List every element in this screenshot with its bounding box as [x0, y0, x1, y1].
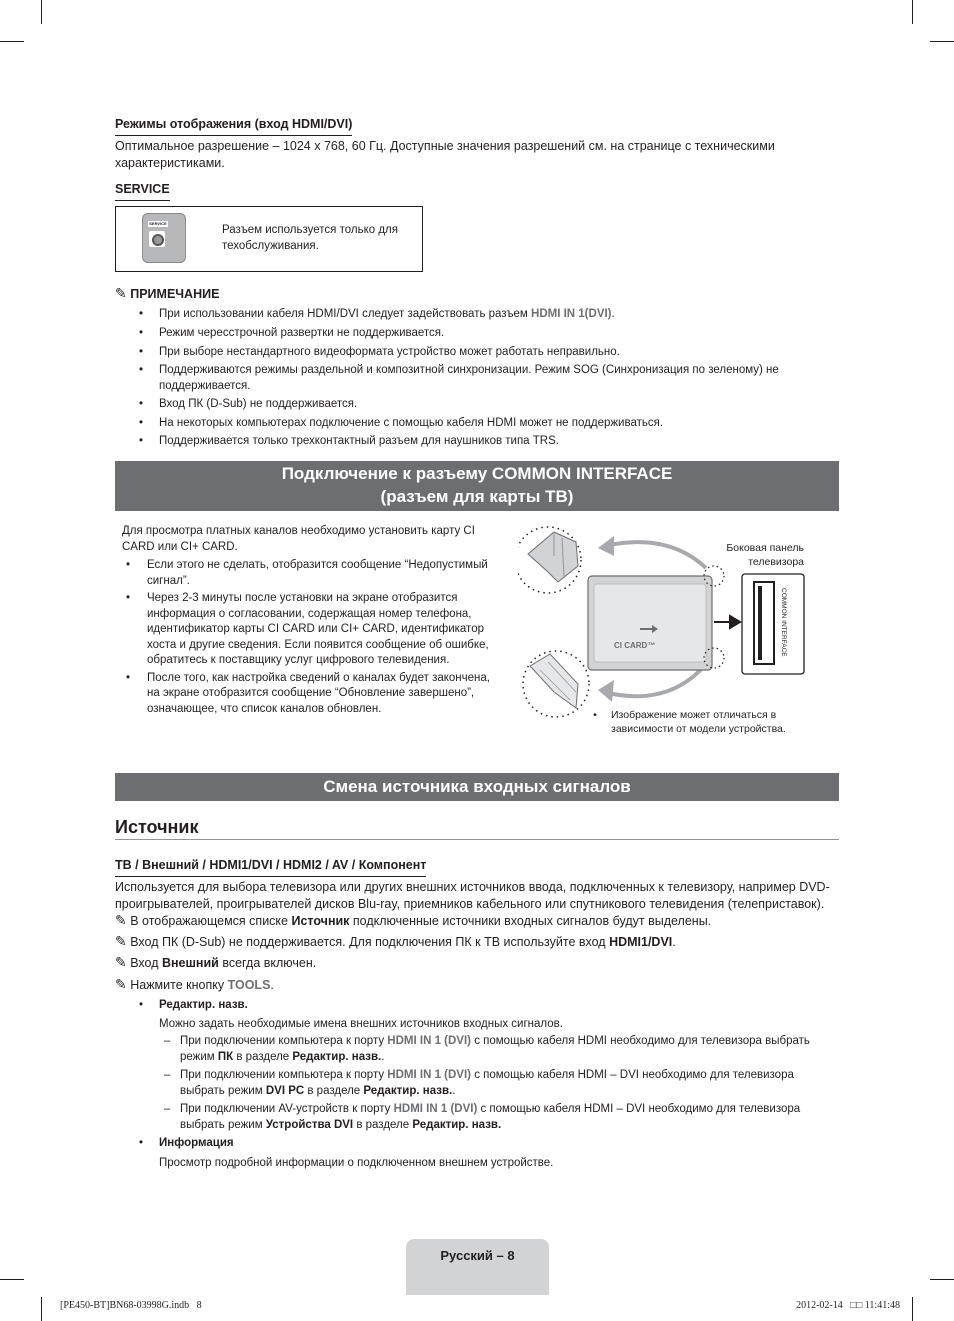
crop-mark — [0, 41, 24, 42]
dash-item: – При подключении компьютера к порту HDMI IN 1 (DVI) с помощью кабеля HDMI – DVI необходимо для телевизора выбрать режим DVI PC в разделе Редактир. назв.. — [164, 1069, 794, 1097]
ci-bullet-item: • После того, как настройка сведений о каналах будет закончена, на экране отобразится сообщение “Обновление завершено”, означающее, что список каналов обновлен. — [125, 671, 490, 715]
info-title: Информация — [159, 1137, 234, 1149]
ci-section-banner — [115, 461, 839, 511]
note-item: • Поддерживается только трехконтактный разъем для наушников типа TRS. — [138, 435, 559, 447]
source-note: ✎ Вход ПК (D-Sub) не поддерживается. Для подключения ПК к ТВ используйте вход HDMI1/DVI. — [115, 934, 676, 950]
note-pencil-icon: ✎ — [115, 934, 127, 950]
ci-banner-line1: Подключение к разъему COMMON INTERFACE — [281, 464, 673, 483]
service-heading: SERVICE — [115, 181, 170, 201]
ci-bullets — [125, 558, 500, 717]
ci-bullet-item: • Через 2-3 минуты после установки на экране отобразится информация о согласовании, содержащая номер телефона, идентификатор карты CI CARD или CI+ CARD, идентификатор хоста и другие сведения. Если появится сообщение об ошибке, обратитесь к поставщику услуг цифрового телевидения. — [125, 592, 489, 666]
crop-mark — [41, 0, 42, 24]
info-desc: Просмотр подробной информации о подключенном внешнем устройстве. — [159, 1156, 554, 1169]
note-item: • При выборе нестандартного видеоформата устройство может работать неправильно. — [138, 346, 620, 358]
source-notes — [115, 913, 837, 997]
display-modes-text: Оптимальное разрешение – 1024 x 768, 60 Гц. Доступные значения разрешений см. на странице с техническими характеристиками. — [115, 139, 775, 170]
page-number-label: Русский – 8 — [440, 1248, 515, 1263]
service-port-label: SERVICE — [149, 221, 167, 226]
note-item: • Поддерживаются режимы раздельной и композитной синхронизации. Режим SOG (Синхронизация по зеленому) не поддерживается. — [138, 364, 779, 392]
side-panel-label: Боковая панель телевизора — [726, 542, 804, 568]
source-section-banner: Смена источника входных сигналов — [115, 773, 839, 801]
crop-mark — [930, 1279, 954, 1280]
source-heading: Источник — [115, 817, 199, 837]
note-item: • При использовании кабеля HDMI/DVI следует задействовать разъем HDMI IN 1(DVI). — [138, 308, 615, 320]
page-number-tab — [406, 1239, 549, 1295]
ci-bullet-item: • Если этого не сделать, отобразится сообщение “Недопустимый сигнал”. — [125, 559, 488, 587]
ci-intro: Для просмотра платных каналов необходимо установить карту CI CARD или CI+ CARD. — [122, 525, 475, 553]
crop-mark — [0, 1279, 24, 1280]
note-heading: ПРИМЕЧАНИЕ — [130, 287, 220, 301]
service-text: Разъем используется только для техобслуживания. — [222, 224, 398, 252]
crop-mark — [912, 1297, 913, 1321]
edit-name-dash-list — [164, 1034, 836, 1136]
file-info: [PE450-BT]BN68-03998G.indb 8 — [60, 1300, 202, 1311]
ci-image-note: • Изображение может отличаться в зависимости от модели устройства. — [593, 709, 786, 735]
dash-item: – При подключении AV-устройств к порту HDMI IN 1 (DVI) с помощью кабеля HDMI – DVI необходимо для телевизора выбрать режим Устройства DVI в разделе Редактир. назв. — [164, 1103, 801, 1131]
note-pencil-icon: ✎ — [115, 977, 127, 993]
crop-mark — [912, 0, 913, 24]
note-item: • Вход ПК (D-Sub) не поддерживается. — [138, 398, 358, 410]
slot-label: COMMON INTERFACE — [780, 588, 787, 657]
note-item: • На некоторых компьютерах подключение с помощью кабеля HDMI может не поддерживаться. — [138, 417, 664, 429]
crop-mark — [41, 1297, 42, 1321]
source-heading-rule — [115, 839, 839, 840]
source-note: ✎ В отображающемся списке Источник подключенные источники входных сигналов будут выделены. — [115, 913, 712, 929]
note-list — [138, 307, 838, 452]
display-modes-heading: Режимы отображения (вход HDMI/DVI) — [115, 116, 352, 136]
service-box — [115, 206, 423, 272]
dash-item: – При подключении компьютера к порту HDMI IN 1 (DVI) с помощью кабеля HDMI необходимо для телевизора выбрать режим ПК в разделе Редактир. назв.. — [164, 1035, 810, 1063]
note-item: • Режим чересстрочной развертки не поддерживается. — [138, 327, 445, 339]
ci-card-illustration — [518, 524, 810, 720]
edit-name-desc: Можно задать необходимые имена внешних источников входных сигналов. — [159, 1017, 563, 1030]
note-pencil-icon: ✎ — [115, 913, 127, 929]
edit-name-block: • Редактир. назв. Можно задать необходимые имена внешних источников входных сигналов. — [138, 998, 838, 1032]
ci-banner-line2: (разъем для карты ТВ) — [380, 487, 574, 506]
source-text: Используется для выбора телевизора или других внешних источников ввода, подключенных к телевизору, например DVD-проигрывателей, проигрывателей дисков Blu-ray, приемников кабельного или спутникового телевидения (телеприставок). — [115, 880, 830, 911]
source-note: ✎ Вход Внешний всегда включен. — [115, 955, 317, 971]
ci-card-label: CI CARD™ — [614, 641, 656, 650]
info-block: • Информация Просмотр подробной информации о подключенном внешнем устройстве. — [138, 1136, 838, 1171]
crop-mark — [930, 41, 954, 42]
note-pencil-icon: ✎ — [115, 955, 127, 971]
source-note: ✎ Нажмите кнопку TOOLS. — [115, 977, 274, 993]
service-port-icon — [142, 213, 186, 263]
note-pencil-icon: ✎ — [115, 286, 127, 302]
edit-name-title: Редактир. назв. — [159, 999, 248, 1011]
print-timestamp: 2012-02-14 □□ 11:41:48 — [796, 1300, 900, 1311]
source-sub-heading: ТВ / Внешний / HDMI1/DVI / HDMI2 / AV / Компонент — [115, 857, 426, 877]
